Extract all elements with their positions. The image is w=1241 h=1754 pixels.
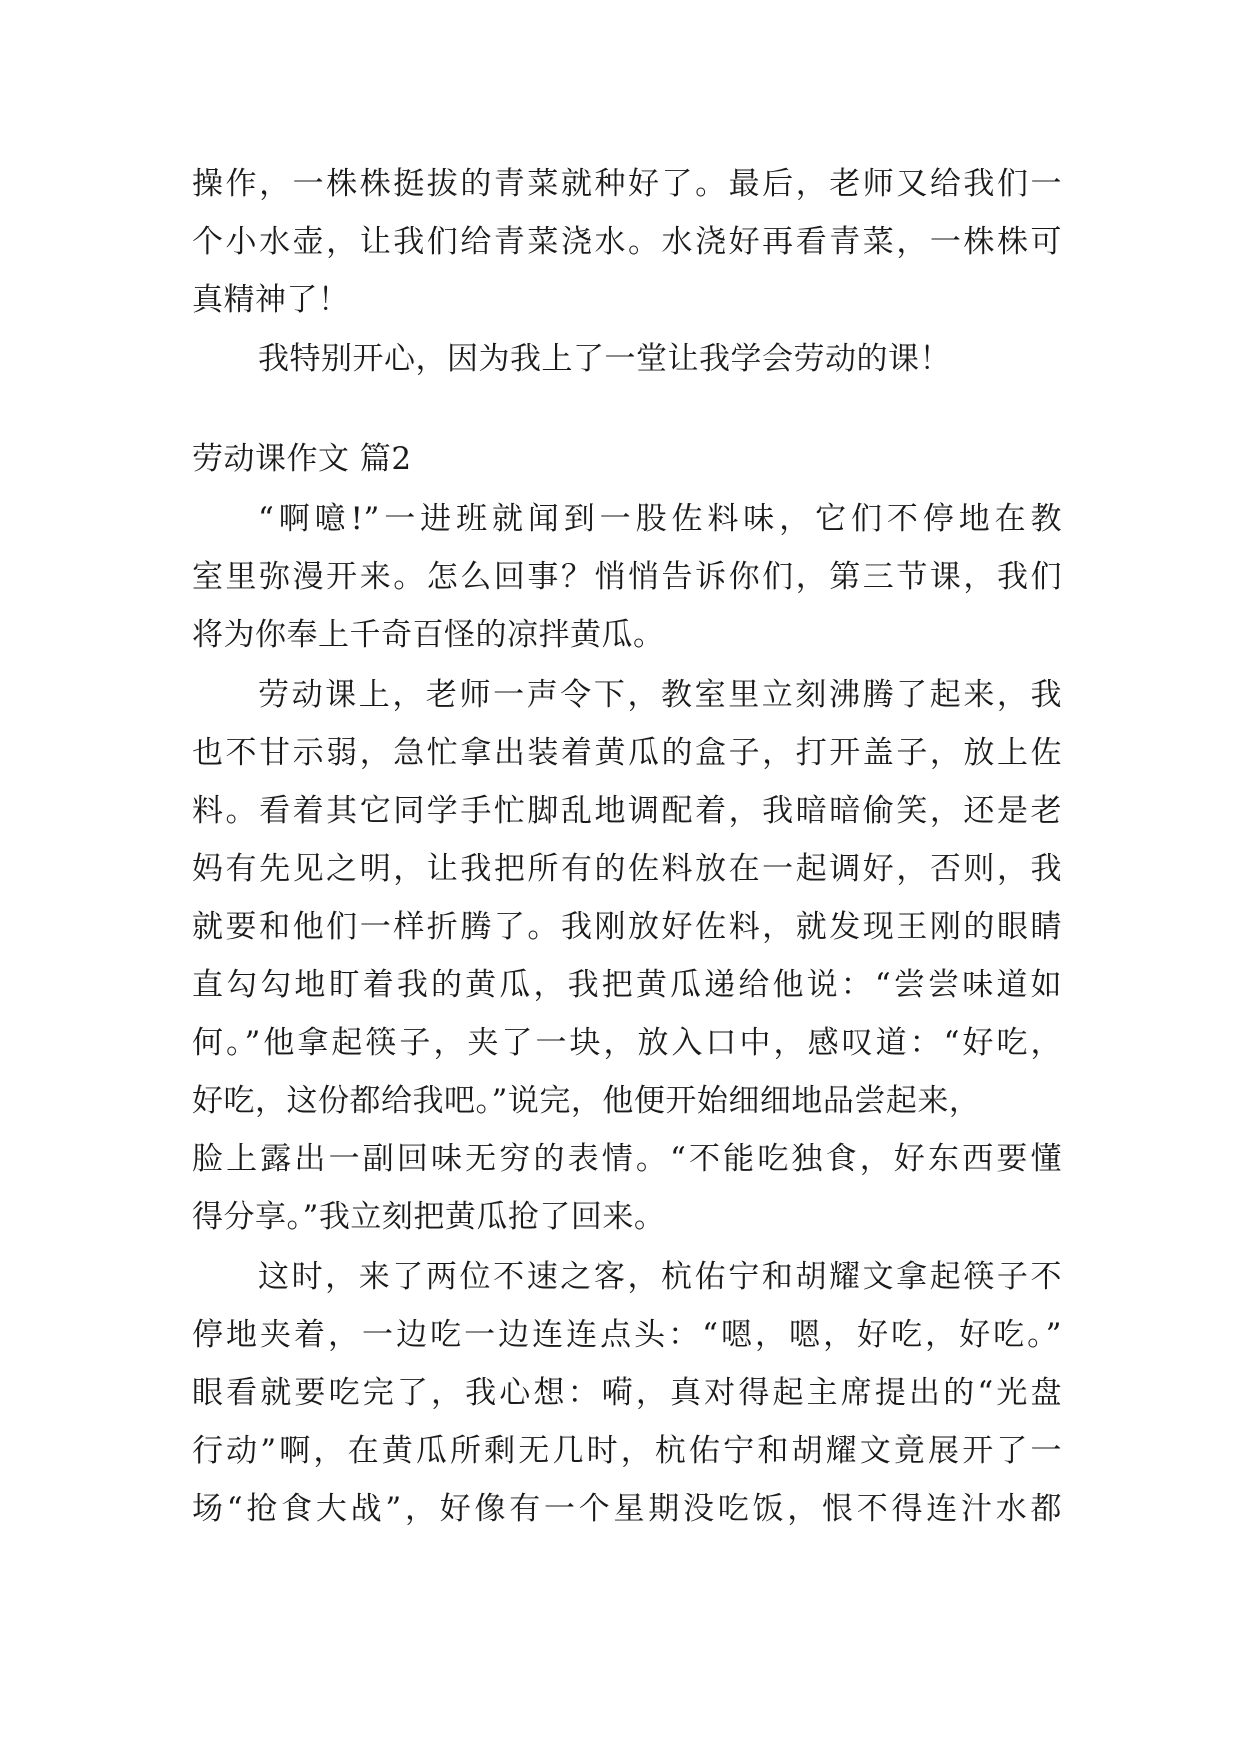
text-line: 个小水壶，让我们给青菜浇水。水浇好再看青菜，一株株可 (192, 224, 1062, 260)
text-line: 何。”他拿起筷子，夹了一块，放入口中，感叹道：“好吃， (192, 1025, 1062, 1061)
text-line: 这时，来了两位不速之客，杭佑宁和胡耀文拿起筷子不 (258, 1259, 1062, 1295)
text-line: 得分享。”我立刻把黄瓜抢了回来。 (192, 1199, 666, 1235)
text-line: 将为你奉上千奇百怪的凉拌黄瓜。 (192, 617, 665, 653)
text-line: 好吃，这份都给我吧。”说完，他便开始细细地品尝起来， (192, 1083, 981, 1119)
text-line: 眼看就要吃完了，我心想：嗬，真对得起主席提出的“光盘 (192, 1375, 1062, 1411)
text-line: 妈有先见之明，让我把所有的佐料放在一起调好，否则，我 (192, 851, 1062, 887)
text-line: 操作，一株株挺拔的青菜就种好了。最后，老师又给我们一 (192, 166, 1062, 202)
text-line: 我特别开心，因为我上了一堂让我学会劳动的课！ (258, 341, 951, 377)
text-line: 真精神了！ (192, 282, 350, 318)
text-line: 料。看着其它同学手忙脚乱地调配着，我暗暗偷笑，还是老 (192, 793, 1062, 829)
text-line: “啊噫!”一进班就闻到一股佐料味，它们不停地在教 (258, 501, 1062, 537)
section-heading: 劳动课作文 篇2 (192, 441, 412, 477)
text-line: 劳动课上，老师一声令下，教室里立刻沸腾了起来，我 (258, 677, 1062, 713)
text-line: 就要和他们一样折腾了。我刚放好佐料，就发现王刚的眼睛 (192, 909, 1062, 945)
text-line: 室里弥漫开来。怎么回事？悄悄告诉你们，第三节课，我们 (192, 559, 1062, 595)
text-line: 也不甘示弱，急忙拿出装着黄瓜的盒子，打开盖子，放上佐 (192, 735, 1062, 771)
text-line: 停地夹着，一边吃一边连连点头：“嗯，嗯，好吃，好吃。” (192, 1317, 1062, 1353)
text-line: 行动”啊，在黄瓜所剩无几时，杭佑宁和胡耀文竟展开了一 (192, 1433, 1062, 1469)
text-line: 脸上露出一副回味无穷的表情。“不能吃独食，好东西要懂 (192, 1141, 1062, 1177)
text-line: 直勾勾地盯着我的黄瓜，我把黄瓜递给他说：“尝尝味道如 (192, 967, 1062, 1003)
text-line: 场“抢食大战”，好像有一个星期没吃饭，恨不得连汁水都 (192, 1491, 1062, 1527)
